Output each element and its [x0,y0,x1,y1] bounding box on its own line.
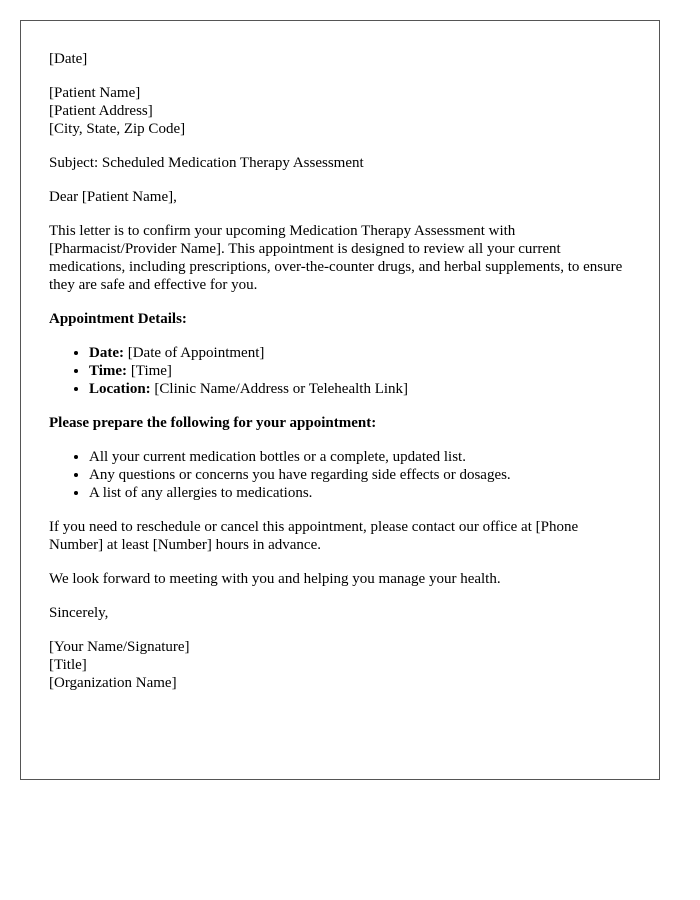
appointment-heading: Appointment Details: [49,311,187,327]
letter-subject: Subject: Scheduled Medication Therapy Assessment [49,155,364,171]
appointment-location-value: [Clinic Name/Address or Telehealth Link] [150,381,409,397]
recipient-city-state-zip: [City, State, Zip Code] [49,121,186,137]
closing-note: We look forward to meeting with you and helping you manage your health. [49,571,501,587]
sender-name: [Your Name/Signature] [49,639,190,655]
appointment-location-item [89,380,631,398]
letter-date: [Date] [49,51,88,67]
appointment-date-item [89,344,631,362]
letter-salutation: Dear [Patient Name], [49,189,177,205]
recipient-block [49,84,631,138]
appointment-time-value: [Time] [127,363,172,379]
signoff: Sincerely, [49,605,109,621]
reschedule-paragraph: If you need to reschedule or cancel this appointment, please contact our office at [Phone Number] at least [Number] hours in advance. [49,519,579,553]
prepare-item: • A list of any allergies to medications. [89,484,631,502]
appointment-date-label: Date: [89,345,124,361]
appointment-location-label: Location: [89,381,151,397]
letter-intro: This letter is to confirm your upcoming Medication Therapy Assessment with [Pharmacist/Provider Name]. This appointment is designed to review all your current medications, including prescriptions, over-the-counter drugs, and herbal supplements, to ensure they are safe and effective for you. [49,223,623,293]
prepare-heading: Please prepare the following for your appointment: [49,415,377,431]
sender-organization: [Organization Name] [49,675,177,691]
appointment-details-list [49,344,631,398]
sender-block [49,638,631,692]
recipient-name: [Patient Name] [49,85,141,101]
appointment-time-label: Time: [89,363,128,379]
prepare-item: • Any questions or concerns you have regarding side effects or dosages. [89,466,631,484]
prepare-item: • All your current medication bottles or a complete, updated list. [89,448,631,466]
sender-title: [Title] [49,657,87,673]
letter-page [20,20,660,780]
appointment-date-value: [Date of Appointment] [123,345,265,361]
recipient-address: [Patient Address] [49,103,153,119]
prepare-list [49,448,631,502]
appointment-time-item [89,362,631,380]
